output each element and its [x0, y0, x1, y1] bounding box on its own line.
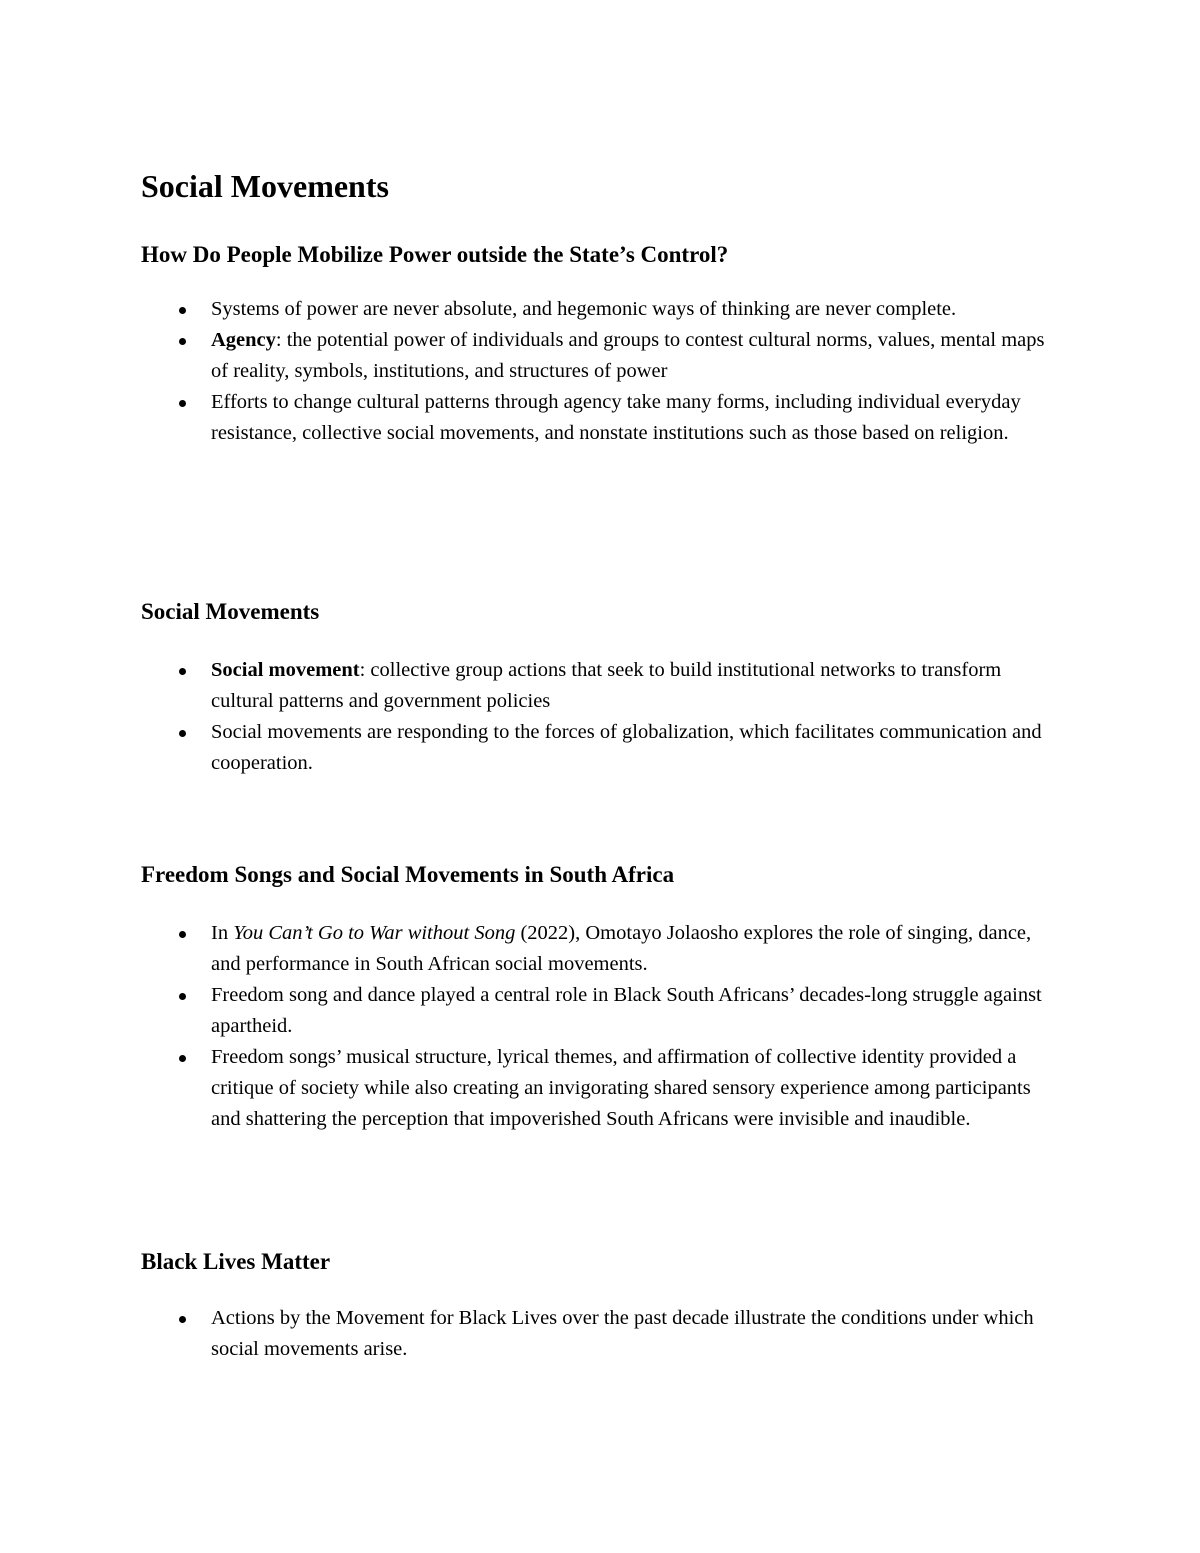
- book-title: You Can’t Go to War without Song: [233, 922, 516, 944]
- list-item: Efforts to change cultural patterns through agency take many forms, including individual everyday resistance, collective social movements, and nonstate institutions such as those based on religion.: [0, 387, 1200, 449]
- bullet-icon: [179, 338, 186, 345]
- section-heading-mobilize-power: How Do People Mobilize Power outside the State’s Control?: [141, 242, 729, 267]
- bullet-list-mobilize-power: [0, 294, 1200, 449]
- bullet-icon: [179, 1055, 186, 1062]
- section-heading-black-lives-matter: Black Lives Matter: [141, 1249, 331, 1274]
- bullet-icon: [179, 931, 186, 938]
- list-item: In You Can’t Go to War without Song (2022), Omotayo Jolaosho explores the role of singing, dance, and performance in South African social movements.: [0, 918, 1200, 980]
- term-social-movement: Social movement: [211, 659, 360, 681]
- bullet-list-social-movements: [0, 655, 1200, 779]
- bullet-icon: [179, 993, 186, 1000]
- list-item: Social movement: collective group actions that seek to build institutional networks to transform cultural patterns and government policies: [0, 655, 1200, 717]
- list-item: Agency: the potential power of individuals and groups to contest cultural norms, values, mental maps of reality, symbols, institutions, and structures of power: [0, 325, 1200, 387]
- bullet-icon: [179, 1316, 186, 1323]
- page-title: Social Movements: [141, 168, 389, 204]
- list-item: Freedom song and dance played a central role in Black South Africans’ decades-long struggle against apartheid.: [0, 980, 1200, 1042]
- list-item: Systems of power are never absolute, and hegemonic ways of thinking are never complete.: [0, 294, 1200, 325]
- bullet-list-black-lives-matter: [0, 1303, 1200, 1365]
- list-item: Social movements are responding to the forces of globalization, which facilitates communication and cooperation.: [0, 717, 1200, 779]
- bullet-icon: [179, 307, 186, 314]
- section-heading-social-movements: Social Movements: [141, 599, 320, 624]
- bullet-list-freedom-songs: [0, 918, 1200, 1135]
- bullet-icon: [179, 668, 186, 675]
- list-item: Actions by the Movement for Black Lives over the past decade illustrate the conditions under which social movements arise.: [0, 1303, 1200, 1365]
- section-heading-freedom-songs: Freedom Songs and Social Movements in South Africa: [141, 862, 675, 887]
- list-item: Freedom songs’ musical structure, lyrical themes, and affirmation of collective identity provided a critique of society while also creating an invigorating shared sensory experience among participants and shattering the perception that impoverished South Africans were invisible and inaudible.: [0, 1042, 1200, 1135]
- bullet-icon: [179, 400, 186, 407]
- term-agency: Agency: [211, 329, 276, 351]
- bullet-icon: [179, 730, 186, 737]
